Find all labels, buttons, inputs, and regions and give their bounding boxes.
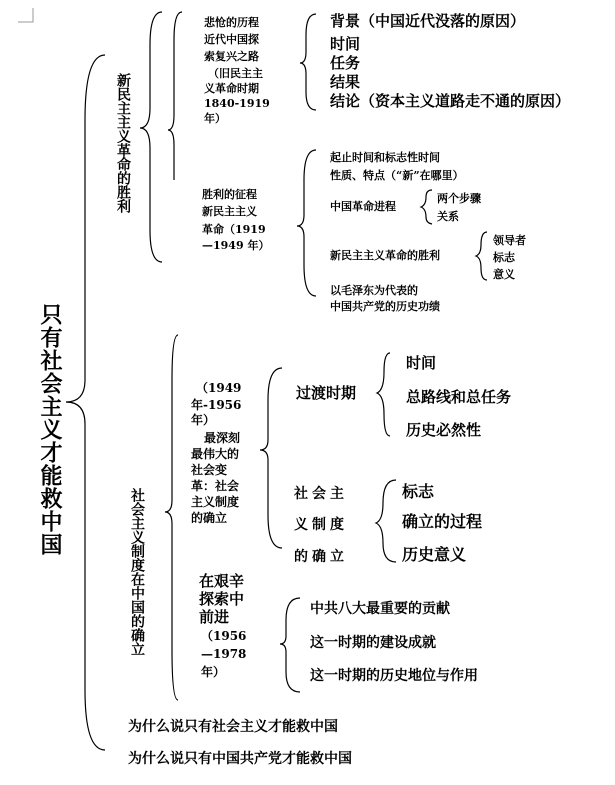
exploration-item: 任务 bbox=[330, 54, 361, 72]
soc-heading: 社会主义制度在中国的确立 bbox=[129, 488, 145, 656]
victory-item-mao: 以毛泽东为代表的 bbox=[330, 284, 418, 297]
main-title: 只有社会主义才能救中国 bbox=[37, 303, 62, 556]
process-sub-item: 两个步骤 bbox=[437, 192, 481, 205]
victory-item-win: 新民主主义革命的胜利 bbox=[330, 249, 440, 262]
victory-item-process: 中国革命进程 bbox=[330, 200, 396, 213]
hardship-item: 这一时期的建设成就 bbox=[310, 635, 436, 651]
win-sub-item: 意义 bbox=[493, 268, 515, 281]
question-party: 为什么说只有中国共产党才能救中国 bbox=[128, 751, 352, 767]
question-socialism: 为什么说只有社会主义才能救中国 bbox=[128, 719, 338, 735]
hardship-item: 中共八大最重要的贡献 bbox=[310, 601, 450, 617]
exploration-item: 时间 bbox=[330, 35, 361, 53]
system-item: 确立的过程 bbox=[402, 512, 483, 531]
exploration-item: 结果 bbox=[330, 73, 361, 91]
nm-heading: 新民主主义革命的胜利 bbox=[115, 73, 131, 213]
transition-item: 时间 bbox=[406, 354, 437, 372]
win-sub-item: 领导者 bbox=[493, 234, 526, 247]
transition-item: 历史必然性 bbox=[406, 421, 482, 439]
victory-item-start-end: 起止时间和标志性时间 bbox=[330, 151, 440, 164]
system-item: 标志 bbox=[402, 482, 435, 501]
transition-label: 过渡时期 bbox=[296, 384, 357, 402]
process-sub-item: 关系 bbox=[437, 210, 459, 223]
victory-item-nature: 性质、特点（“新”在哪里） bbox=[330, 169, 464, 182]
victory-item-mao: 中国共产党的历史功绩 bbox=[330, 300, 440, 313]
hardship-item: 这一时期的历史地位与作用 bbox=[310, 668, 478, 684]
exploration-item: 背景（中国近代没落的原因） bbox=[330, 12, 526, 30]
system-item: 历史意义 bbox=[402, 545, 467, 564]
win-sub-item: 标志 bbox=[493, 251, 515, 264]
exploration-item: 结论（资本主义道路走不通的原因） bbox=[330, 92, 571, 110]
transition-item: 总路线和总任务 bbox=[406, 388, 512, 406]
